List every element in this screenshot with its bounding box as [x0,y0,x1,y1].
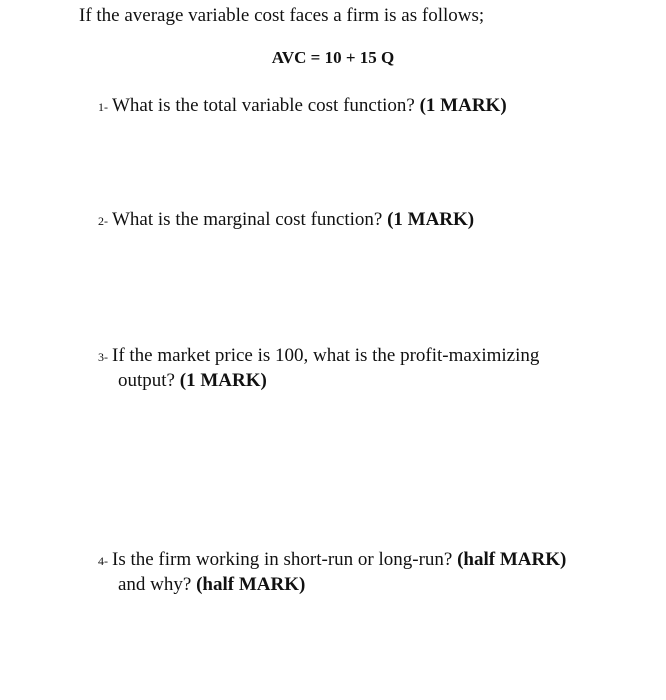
question-2-text: What is the marginal cost function? [112,209,388,230]
question-4-line-2 [98,573,618,597]
question-3-number: 3- [98,350,108,364]
question-1-text: What is the total variable cost function? [112,95,420,116]
question-4-text-1: Is the firm working in short-run or long-run? [112,549,458,570]
question-2-line [98,208,618,233]
question-4-text-2: and why? [118,574,197,595]
question-3-line-2 [98,369,618,393]
question-3-mark: (1 MARK) [179,370,267,391]
question-3-line-1 [98,344,618,369]
question-1-mark: (1 MARK) [419,95,507,116]
question-2-mark: (1 MARK) [387,209,475,230]
question-3-text-1: If the market price is 100, what is the profit-maximizing [112,345,540,366]
question-1-number: 1- [98,100,108,114]
question-3-text-2: output? [118,370,180,391]
question-2 [98,208,618,233]
question-1-line [98,94,618,119]
question-1 [98,94,618,119]
question-3 [98,344,618,393]
intro-text: If the average variable cost faces a firm is as follows; [79,5,485,26]
question-4-number: 4- [98,554,108,568]
avc-equation: AVC = 10 + 15 Q [271,48,395,67]
question-4 [98,548,618,597]
question-4-line-1 [98,548,618,573]
question-4-mark-1: (half MARK) [457,549,567,570]
question-4-mark-2: (half MARK) [196,574,306,595]
question-2-number: 2- [98,214,108,228]
